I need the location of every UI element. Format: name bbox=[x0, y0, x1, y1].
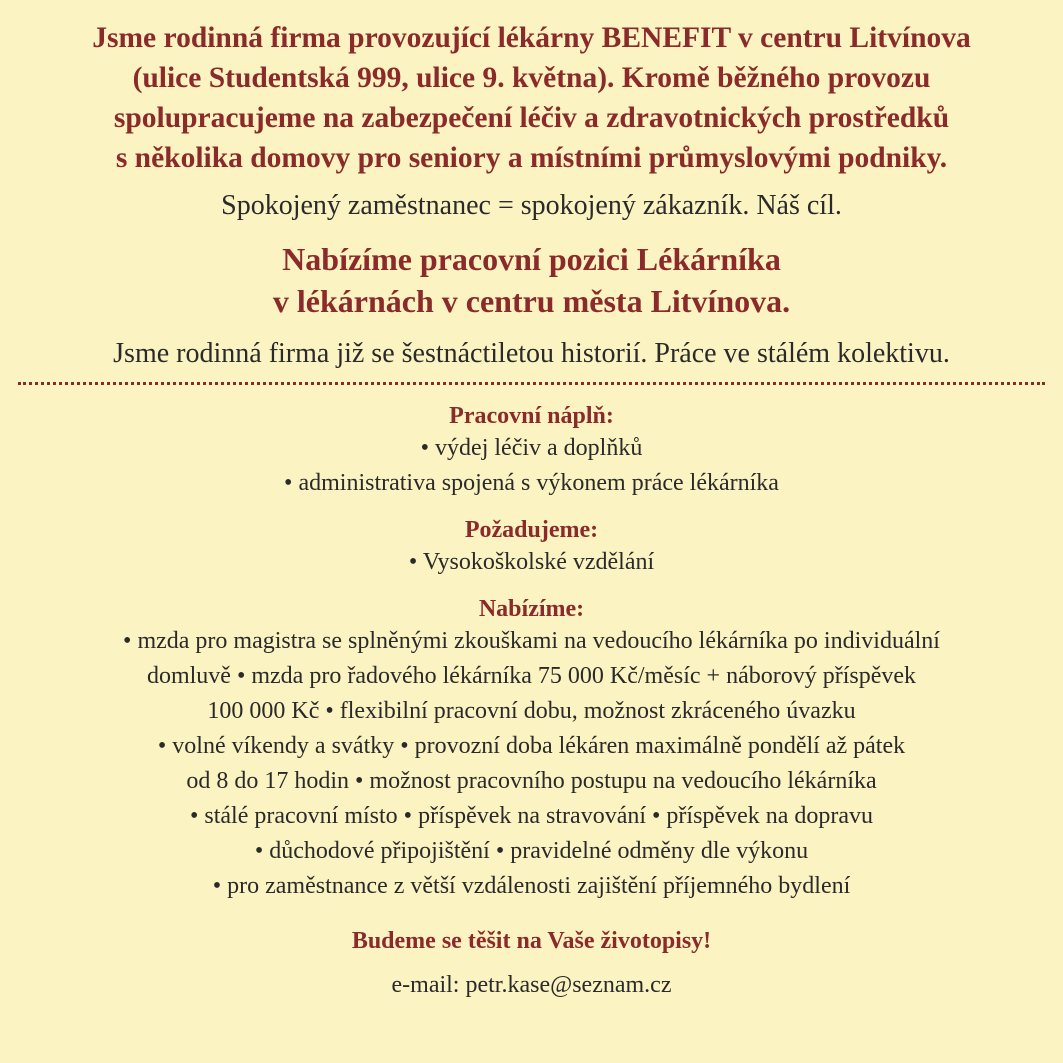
requirements-title: Požadujeme: bbox=[464, 517, 599, 543]
offer-line: • důchodové připojištění • pravidelné odměny dle výkonu bbox=[254, 838, 809, 864]
duties-section bbox=[18, 401, 1045, 501]
offer-section bbox=[18, 594, 1045, 904]
duty-item: • administrativa spojená s výkonem práce lékárníka bbox=[284, 470, 779, 496]
offer-line: domluvě • mzda pro řadového lékárníka 75 000 Kč/měsíc + náborový příspěvek bbox=[146, 663, 917, 689]
duty-item: • výdej léčiv a doplňků bbox=[420, 435, 643, 461]
offer-line: od 8 do 17 hodin • možnost pracovního postupu na vedoucího lékárníka bbox=[186, 768, 877, 794]
dotted-divider bbox=[18, 382, 1045, 385]
company-motto: Spokojený zaměstnanec = spokojený zákazník. Náš cíl. bbox=[221, 190, 842, 221]
offer-title: Nabízíme: bbox=[478, 596, 585, 622]
intro-line: s několika domovy pro seniory a místními průmyslovými podniky. bbox=[115, 142, 948, 174]
closing-line: Budeme se těšit na Vaše životopisy! bbox=[351, 928, 712, 954]
offer-line: • volné víkendy a svátky • provozní doba lékáren maximálně pondělí až pátek bbox=[157, 733, 906, 759]
duties-title: Pracovní náplň: bbox=[449, 403, 614, 429]
intro-line: spolupracujeme na zabezpečení léčiv a zdravotnických prostředků bbox=[113, 102, 950, 134]
requirements-section bbox=[18, 515, 1045, 580]
offer-line: • mzda pro magistra se splněnými zkouškami na vedoucího lékárníka po individuální bbox=[123, 628, 940, 654]
job-headline bbox=[18, 238, 1045, 322]
requirement-item: • Vysokoškolské vzdělání bbox=[408, 549, 655, 575]
headline-line: v lékárnách v centru města Litvínova. bbox=[272, 283, 791, 319]
intro-line: (ulice Studentská 999, ulice 9. května). Kromě běžného provozu bbox=[132, 62, 931, 94]
company-intro bbox=[18, 18, 1045, 178]
offer-line: • stálé pracovní místo • příspěvek na stravování • příspěvek na dopravu bbox=[189, 803, 874, 829]
contact-email: e-mail: petr.kase@seznam.cz bbox=[391, 972, 672, 998]
headline-line: Nabízíme pracovní pozici Lékárníka bbox=[282, 241, 781, 277]
company-history: Jsme rodinná firma již se šestnáctiletou historií. Práce ve stálém kolektivu. bbox=[113, 338, 950, 369]
intro-line: Jsme rodinná firma provozující lékárny BENEFIT v centru Litvínova bbox=[92, 22, 971, 54]
offer-line: 100 000 Kč • flexibilní pracovní dobu, možnost zkráceného úvazku bbox=[207, 698, 856, 724]
offer-line: • pro zaměstnance z větší vzdálenosti zajištění příjemného bydlení bbox=[212, 873, 851, 899]
